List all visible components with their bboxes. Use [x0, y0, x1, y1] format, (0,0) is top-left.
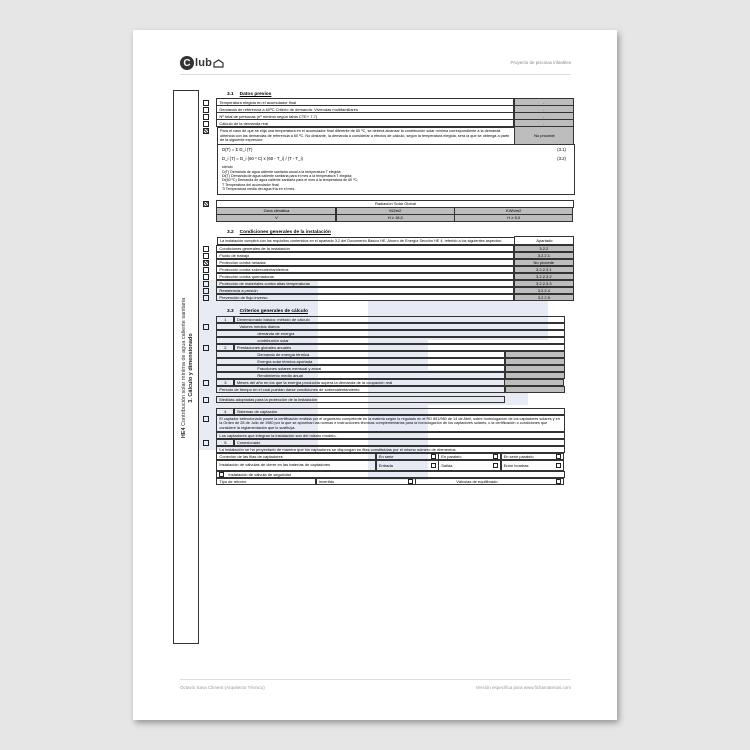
criteria-5-label: Conexionado	[234, 439, 565, 447]
document-page	[133, 30, 617, 720]
criteria-5-checkbox[interactable]	[203, 440, 209, 446]
footer-author: Octavio Sava Climent (Arquitecto Técnico)	[180, 685, 265, 690]
apartado-header: Apartado	[514, 236, 574, 245]
document-content	[203, 92, 575, 485]
header-project-title: Proyecto de piscinas infantiles	[510, 60, 571, 65]
definition-line: Di(60 ºC) Demanda de agua caliente sanitaria para el mes a la temperatura de 60 ºC;	[222, 178, 359, 183]
condicion-row-0-value: 3.2.2	[514, 245, 574, 253]
periodo-sobrecalentamiento: Periodo de tiempo en el cual puedan darse condiciones de sobrecalentamiento	[216, 386, 505, 394]
condicion-row-1-value: 3.2.2.1	[514, 252, 574, 260]
conexionado-text: La instalación se ha proyectado de manera que los captadores se dispongan en filas constituidas por el mismo número de elementos.	[216, 446, 565, 454]
formula-1: D(T) = Σ D_i (T) (3.1)	[222, 147, 566, 153]
definition-line: Di(T) Demanda de agua caliente sanitaria para el mes a la temperatura T elegida;	[222, 174, 353, 178]
datos-row-2-checkbox[interactable]	[203, 114, 209, 120]
datos-row-2-value: -	[514, 112, 574, 120]
section-sidebar	[173, 90, 199, 644]
logo-mark: C	[180, 56, 194, 70]
condicion-row-7-checkbox[interactable]	[203, 295, 209, 301]
condicion-row-2-checkbox[interactable]	[203, 260, 209, 266]
radiation-value-mj: H ≥ 18,0	[336, 214, 455, 222]
definitions	[218, 163, 574, 193]
installation-intro: La instalación cumplirá con los requisitos contenidos en el apartado 3.2 del Documento Básico HE. Ahorro de Energía Sección HE 4, referido a los siguientes aspectos:	[217, 237, 515, 246]
condicion-row-4-value: 3.2.2.3.2	[514, 273, 574, 281]
condicion-row-3-label: Protección contra sobrecalentamientos	[216, 266, 514, 274]
datos-row-1-label: Demanda de referencia a 60ºC Criterio de demanda: Viviendas multifamiliares	[216, 105, 514, 113]
radiation-value-zone: V	[216, 214, 336, 222]
prestacion-row: Fracciones solares mensual y anual	[216, 365, 505, 373]
datos-row-2-label: Nº total de personas (nº mínimo según tabla CTE+ 7.7)	[216, 112, 514, 120]
temperature-note: Para el caso de que se elija una temperatura en el acumulador final diferente de 60 ºC, se deberá alcanzar la contribución solar mínima correspondiente a la demanda obtenida con las demandas de referencia a 60 ºC. No obstante, la demanda a considerar a efectos de cálculo, según la temperatura elegida, será la que se obtenga a partir de la siguiente expresión:	[217, 127, 515, 145]
valvulas-label: Instalación de válvulas de cierre en las baterías de captadores	[216, 460, 376, 472]
condicion-row-6-label: Resistencia a presión	[216, 287, 514, 295]
definition-line: T Temperatura del acumulador final;	[222, 182, 280, 187]
condicion-row-1-checkbox[interactable]	[203, 253, 209, 259]
opt-entrada-checkbox[interactable]	[431, 463, 436, 468]
radiation-header-zone: Zona climática	[216, 207, 336, 215]
condicion-row-1-label: Fluido de trabajo	[216, 252, 514, 260]
opt-entre-bombas: Entre bombas	[503, 463, 529, 469]
condicion-row-3-value: 3.2.2.3.1	[514, 266, 574, 274]
opt-paralelo: En paralelo	[441, 454, 462, 460]
valores-medios: Valores medios diarios	[216, 323, 565, 331]
formula-block	[217, 144, 575, 194]
opt-serie-paralelo-checkbox[interactable]	[556, 454, 561, 459]
datos-row-3-label: Cálculo de la demanda real	[216, 119, 514, 127]
condicion-row-4-checkbox[interactable]	[203, 274, 209, 280]
sidebar-subtitle: 3. Cálculo y dimensionado	[187, 333, 194, 403]
conexion-label: Conexión de las filas de captadores	[216, 453, 376, 461]
opt-serie: En serie	[378, 454, 394, 460]
definition-line: D(T) Demanda de agua caliente sanitaria anual a la temperatura T elegida;	[222, 169, 342, 174]
opt-entre-bombas-checkbox[interactable]	[556, 463, 561, 468]
radiation-header-mj: MJ/m2	[336, 207, 455, 215]
opt-valvulas-equilibrado: Válvulas de equilibrado	[456, 479, 498, 485]
datos-row-1-value: -	[514, 105, 574, 113]
datos-row-3-checkbox[interactable]	[203, 121, 209, 127]
datos-row-0-checkbox[interactable]	[203, 100, 209, 106]
datos-row-0-label: Temperatura elegida en el acumulador final	[216, 98, 514, 106]
note-checkbox[interactable]	[203, 128, 209, 134]
footer-divider	[180, 679, 571, 680]
section-3-2-title: 3.2 Condiciones generales de la instalación	[227, 229, 331, 235]
condicion-row-5-value: 3.2.2.3.3	[514, 280, 574, 288]
datos-row-1-checkbox[interactable]	[203, 107, 209, 113]
condicion-row-6-checkbox[interactable]	[203, 288, 209, 294]
criteria-3-label: Meses del año en los que la energía producida supera la demanda de la ocupación real	[234, 379, 505, 387]
section-3-3-title: 3.3 Criterios generales de cálculo	[227, 309, 308, 315]
radiation-checkbox[interactable]	[203, 201, 209, 207]
captador-certificacion: El captador seleccionado posee la certificación emitida por el organismo competente en la materia según lo regulado en el RD 891/980 de 14 de Abril, sobre homologación de los captadores solares y en la Orden de 28 de Julio de 1980 por la que se aprueban las normas e instrucciones técnicas complementarias para la homologación de los captadores solares, o la certificación o condiciones que considere la reglamentación que lo sustituya.	[216, 415, 565, 433]
condicion-row-2-value: No procede	[514, 259, 574, 267]
criteria-4-number: 4	[216, 408, 234, 416]
criteria-2-number: 2	[216, 344, 234, 352]
criteria-1-label: Dimensionado básico: método de cálculo	[234, 316, 565, 324]
definition-line: siendo	[222, 165, 233, 170]
medidas-proteccion: Medidas adoptadas para la protección de la instalación	[216, 396, 505, 404]
condicion-row-5-checkbox[interactable]	[203, 281, 209, 287]
criteria-4-checkbox[interactable]	[203, 416, 209, 422]
criteria-1-number: 1	[216, 316, 234, 324]
condicion-row-7-value: 3.2.2.5	[514, 294, 574, 302]
radiation-header-kwh: KWh/m2	[454, 207, 573, 215]
opt-invertido: Invertido	[318, 479, 335, 485]
condicion-row-7-label: Prevención de flujo inverso	[216, 294, 514, 302]
sidebar-title: HE4 Contribución solar mínima de agua caliente sanitaria	[180, 297, 187, 439]
datos-row-3-value: -	[514, 119, 574, 127]
opt-invertido-checkbox[interactable]	[408, 479, 413, 484]
opt-serie-checkbox[interactable]	[431, 454, 436, 459]
opt-serie-paralelo: En serie paralelo	[503, 454, 534, 460]
note-value: No procede	[514, 126, 574, 144]
condicion-row-3-checkbox[interactable]	[203, 267, 209, 273]
house-icon	[213, 59, 224, 68]
opt-salida: Salida	[441, 463, 453, 469]
footer-version: Versión específica para www.fichamaterias.com	[475, 685, 571, 690]
radiation-title: Radiación Solar Global	[216, 200, 574, 208]
opt-salida-checkbox[interactable]	[493, 463, 498, 468]
prestacion-row: Energía solar térmica aportada	[216, 358, 505, 366]
radiation-value-kwh: H ≥ 5,0	[454, 214, 573, 222]
captadores-mismo-modelo: Los captadores que integran la instalación son del mismo modelo.	[216, 432, 565, 440]
datos-row-0-value: -	[514, 98, 574, 106]
retorno-label: Tipo de retorno	[216, 478, 316, 486]
condicion-row-5-label: Protección de materiales contra altas temperaturas	[216, 280, 514, 288]
criteria-1-checkbox[interactable]	[203, 324, 209, 330]
prestacion-row: Rendimiento medio anual	[216, 372, 505, 380]
definition-line: Ti Temperatura media del agua fría en el mes .	[222, 187, 297, 192]
criteria-3-checkbox[interactable]	[203, 380, 209, 386]
logo-text: lub	[195, 57, 213, 69]
condicion-row-6-value: 3.2.2.4	[514, 287, 574, 295]
criteria-3-number: 3	[216, 379, 234, 387]
seguridad-checkbox[interactable]	[219, 472, 224, 477]
opt-valvulas-equilibrado-checkbox[interactable]	[556, 479, 561, 484]
condicion-row-0-label: Condiciones generales de la instalación	[216, 245, 514, 253]
demanda-energia: demanda de energía	[216, 330, 565, 338]
criteria-2-checkbox[interactable]	[203, 345, 209, 351]
opt-entrada: Entrada	[378, 463, 393, 469]
opt-paralelo-checkbox[interactable]	[493, 454, 498, 459]
header-divider	[180, 74, 571, 75]
formula-2: D_i (T) = D_i (60 º C) x (60 - T_i) / (T - T_i) (3.2)	[222, 156, 566, 162]
criteria-4-label: Sistemas de captación	[234, 408, 565, 416]
criteria-2-label: Prestaciones globales anuales	[234, 344, 565, 352]
periodo-value	[505, 386, 565, 394]
condicion-row-0-checkbox[interactable]	[203, 246, 209, 252]
criteria-5-number: 5	[216, 439, 234, 447]
condicion-row-2-label: Protección contra heladas	[216, 259, 514, 267]
prestacion-row: Demanda de energía térmica	[216, 351, 505, 359]
medidas-checkbox[interactable]	[203, 397, 209, 403]
contribucion-solar: contribución solar	[216, 337, 565, 345]
seguridad-label: Instalación de válvula de seguridad	[228, 472, 291, 478]
section-3-1-title: 3.1 Datos previos	[227, 92, 272, 97]
club-logo	[180, 56, 224, 70]
condicion-row-4-label: Protección contra quemaduras	[216, 273, 514, 281]
